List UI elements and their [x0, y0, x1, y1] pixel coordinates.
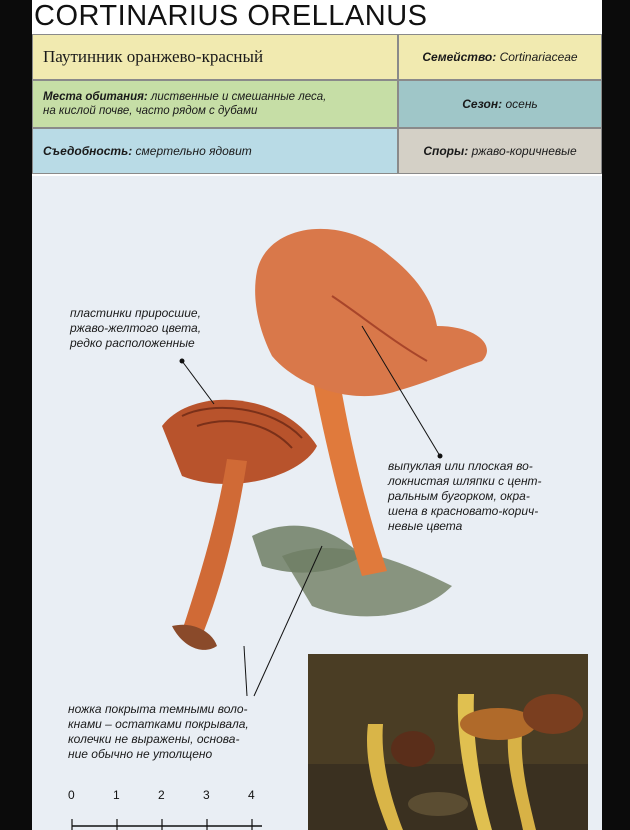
- gills-pointer-line: [182, 361, 214, 404]
- species-card: [32, 0, 602, 830]
- season-value: осень: [505, 97, 538, 111]
- habitat-photo: [308, 654, 588, 830]
- edibility-cell: [32, 128, 398, 174]
- family-label: Семейство:: [422, 50, 497, 64]
- spores-label: Споры:: [423, 144, 469, 158]
- habitat-line-2: на кислой почве, часто рядом с дубами: [43, 105, 258, 117]
- gills-pointer-dot: [180, 359, 185, 364]
- common-name: Паутинник оранжево-красный: [43, 47, 264, 66]
- habitat-label: Места обитания:: [43, 91, 148, 103]
- habitat-photo-inset: [308, 654, 588, 830]
- main-mushroom-cap: [255, 229, 487, 396]
- season-cell: [398, 80, 602, 128]
- stem-annotation: ножка покрыта темными воло- кнами – остатками покрывала, колечки не выражены, основа- ние обычно не утолщено: [68, 702, 249, 761]
- info-row-1: [32, 34, 602, 80]
- info-row-3: [32, 128, 602, 174]
- illustration-area: [32, 176, 602, 830]
- cap-pointer-dot: [438, 454, 443, 459]
- common-name-cell: [32, 34, 398, 80]
- stem-pointer-line: [244, 646, 247, 696]
- scale-label: 4: [248, 788, 255, 802]
- cap-annotation: выпуклая или плоская во- локнистая шляпки с цент- ральным бугорком, окра- шена в красновато-корич- невые цвета: [388, 459, 542, 533]
- habitat-cell: [32, 80, 398, 128]
- scale-label: 0: [68, 788, 75, 802]
- season-label: Сезон:: [462, 97, 503, 111]
- edibility-label: Съедобность:: [43, 144, 133, 158]
- scale-label: 1: [113, 788, 120, 802]
- spores-value: ржаво-коричневые: [471, 144, 577, 158]
- gills-annotation: пластинки приросшие, ржаво-желтого цвета, редко расположенные: [70, 306, 202, 350]
- family-cell: [398, 34, 602, 80]
- species-latin-name: CORTINARIUS ORELLANUS: [34, 0, 428, 32]
- scale-label: 3: [203, 788, 210, 802]
- left-mushroom-base: [172, 625, 217, 650]
- scale-label: 2: [158, 788, 165, 802]
- family-value: Cortinariaceae: [499, 50, 578, 64]
- habitat-line-1: лиственные и смешанные леса,: [150, 91, 327, 103]
- spores-cell: [398, 128, 602, 174]
- left-mushroom-stem: [182, 459, 247, 636]
- edibility-value: смертельно ядовит: [135, 144, 252, 158]
- info-row-2: [32, 80, 602, 128]
